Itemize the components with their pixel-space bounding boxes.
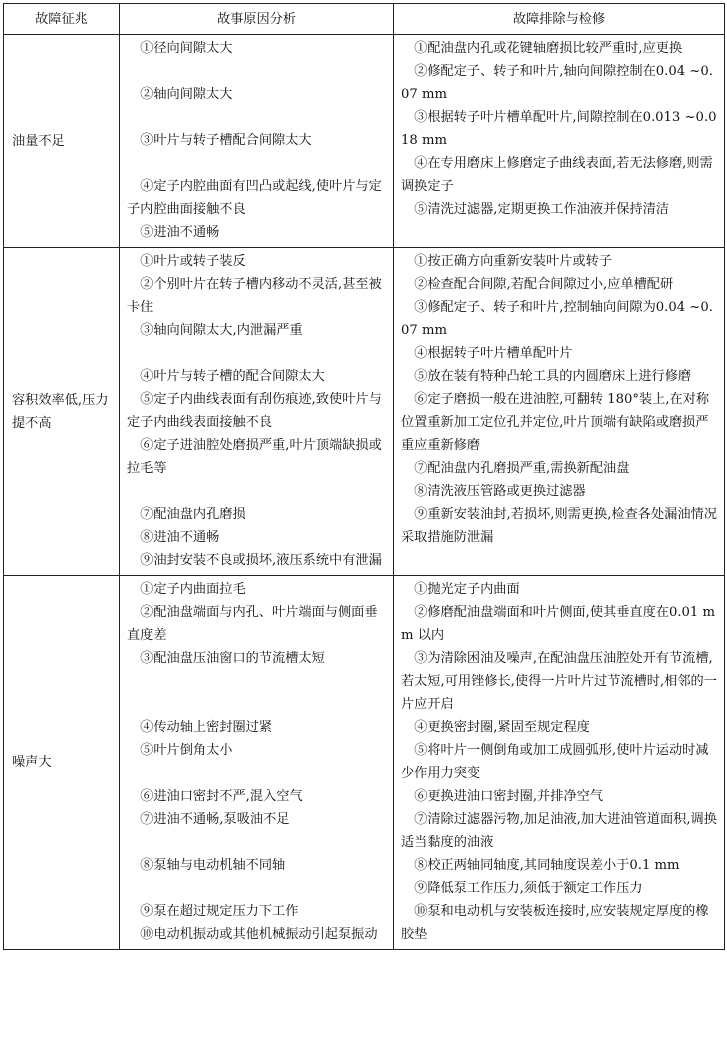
- symptom-cell: 油量不足: [4, 35, 120, 248]
- cause-spacer: [127, 60, 387, 83]
- cause-line: ③配油盘压油窗口的节流槽太短: [140, 651, 325, 666]
- cause-line: ⑩电动机振动或其他机械振动引起泵振动: [140, 927, 378, 942]
- cause-line: ⑥定子进油腔处磨损严重,叶片顶端缺损或拉毛等: [127, 438, 382, 476]
- fix-line: ⑧清洗液压管路或更换过滤器: [414, 484, 586, 499]
- fix-line: ⑨重新安装油封,若损坏,则需更换,检查各处漏油情况采取措施防泄漏: [401, 507, 717, 545]
- group-row-oil-insufficient: [4, 35, 725, 248]
- fix-line: ⑥定子磨损一般在进油腔,可翻转 180°装上,在对称位置重新加工定位孔并定位,叶片顶端有缺陷或磨损严重应重新修磨: [401, 392, 710, 453]
- cause-line: ③叶片与转子槽配合间隙太大: [140, 133, 312, 148]
- fix-line: ④根据转子叶片槽单配叶片: [414, 346, 573, 361]
- fix-line: ④更换密封圈,紧固至规定程度: [414, 720, 590, 735]
- header-row: [4, 4, 725, 35]
- fix-line: ④在专用磨床上修磨定子曲线表面,若无法修磨,则需调换定子: [401, 156, 713, 194]
- group-row-low-efficiency: [4, 248, 725, 576]
- fix-line: ②检查配合间隙,若配合间隙过小,应单槽配研: [414, 277, 674, 292]
- cause-line: ②轴向间隙太大: [140, 87, 233, 102]
- cause-line: ⑤定子内曲线表面有刮伤痕迹,致使叶片与定子内曲线表面接触不良: [127, 392, 382, 430]
- cause-line: ③轴向间隙太大,内泄漏严重: [140, 323, 303, 338]
- fix-line: ①按正确方向重新安装叶片或转子: [414, 254, 612, 269]
- fix-line: ⑥更换进油口密封圈,并排净空气: [414, 789, 604, 804]
- cause-line: ⑥进油口密封不严,混入空气: [140, 789, 303, 804]
- fix-line: ②修配定子、转子和叶片,轴向间隙控制在0.04 ~0.07 mm: [401, 64, 713, 102]
- cause-line: ⑧进油不通畅: [140, 530, 220, 545]
- group-row-noise: [4, 576, 725, 950]
- cause-spacer: [127, 762, 387, 785]
- cause-line: ④传动轴上密封圈过紧: [140, 720, 273, 735]
- fix-line: ①配油盘内孔或花键轴磨损比较严重时,应更换: [414, 41, 683, 56]
- fix-line: ⑩泵和电动机与安装板连接时,应安装规定厚度的橡胶垫: [401, 904, 709, 942]
- header-cause: 故事原因分析: [120, 4, 394, 35]
- cause-spacer: [127, 670, 387, 693]
- cause-line: ⑤进油不通畅: [140, 225, 220, 240]
- cause-cell: [120, 35, 394, 248]
- cause-line: ①径向间隙太大: [140, 41, 233, 56]
- fix-line: ⑦配油盘内孔磨损严重,需换新配油盘: [414, 461, 630, 476]
- fix-line: ⑧校正两轴同轴度,其同轴度误差小于0.1 mm: [414, 858, 680, 873]
- fix-line: ⑨降低泵工作压力,须低于额定工作压力: [414, 881, 643, 896]
- cause-line: ⑤叶片倒角太小: [140, 743, 233, 758]
- cause-line: ④定子内腔曲面有凹凸或起线,使叶片与定子内腔曲面接触不良: [127, 179, 382, 217]
- fix-line: ①抛光定子内曲面: [414, 582, 520, 597]
- fix-line: ③为清除困油及噪声,在配油盘压油腔处开有节流槽,若太短,可用锉修长,使得一片叶片过节流槽时,相邻的一片应开启: [401, 651, 717, 712]
- header-fix: 故障排除与检修: [394, 4, 725, 35]
- fix-cell: [394, 248, 725, 576]
- fix-line: ③根据转子叶片槽单配叶片,间隙控制在0.013 ~0.018 mm: [401, 110, 717, 148]
- fix-line: ⑤将叶片一侧倒角或加工成圆弧形,使叶片运动时减少作用力突变: [401, 743, 709, 781]
- symptom-cell: 噪声大: [4, 576, 120, 950]
- cause-spacer: [127, 106, 387, 129]
- fix-line: ⑦清除过滤器污物,加足油液,加大进油管道面积,调换适当黏度的油液: [401, 812, 717, 850]
- header-symptom: 故障征兆: [4, 4, 120, 35]
- fix-line: ⑤放在装有特种凸轮工具的内圆磨床上进行修磨: [414, 369, 692, 384]
- cause-spacer: [127, 152, 387, 175]
- cause-spacer: [127, 693, 387, 716]
- cause-line: ①定子内曲面拉毛: [140, 582, 246, 597]
- cause-spacer: [127, 831, 387, 854]
- fault-table: [3, 3, 725, 950]
- fix-line: ③修配定子、转子和叶片,控制轴向间隙为0.04 ~0.07 mm: [401, 300, 713, 338]
- fix-cell: [394, 576, 725, 950]
- cause-spacer: [127, 877, 387, 900]
- cause-line: ⑧泵轴与电动机轴不同轴: [140, 858, 286, 873]
- fix-line: ②修磨配油盘端面和叶片侧面,使其垂直度在0.01 mm 以内: [401, 605, 715, 643]
- cause-line: ⑦进油不通畅,泵吸油不足: [140, 812, 290, 827]
- cause-line: ②配油盘端面与内孔、叶片端面与侧面垂直度差: [127, 605, 378, 643]
- cause-spacer: [127, 342, 387, 365]
- cause-cell: [120, 576, 394, 950]
- cause-line: ⑦配油盘内孔磨损: [140, 507, 246, 522]
- symptom-cell: 容积效率低,压力提不高: [4, 248, 120, 576]
- cause-line: ①叶片或转子装反: [140, 254, 246, 269]
- cause-line: ⑨泵在超过规定压力下工作: [140, 904, 299, 919]
- fix-cell: [394, 35, 725, 248]
- fix-line: ⑤清洗过滤器,定期更换工作油液并保持清洁: [414, 202, 669, 217]
- cause-line: ④叶片与转子槽的配合间隙太大: [140, 369, 325, 384]
- cause-spacer: [127, 480, 387, 503]
- cause-line: ②个别叶片在转子槽内移动不灵活,甚至被卡住: [127, 277, 382, 315]
- cause-cell: [120, 248, 394, 576]
- cause-line: ⑨油封安装不良或损坏,液压系统中有泄漏: [140, 553, 382, 568]
